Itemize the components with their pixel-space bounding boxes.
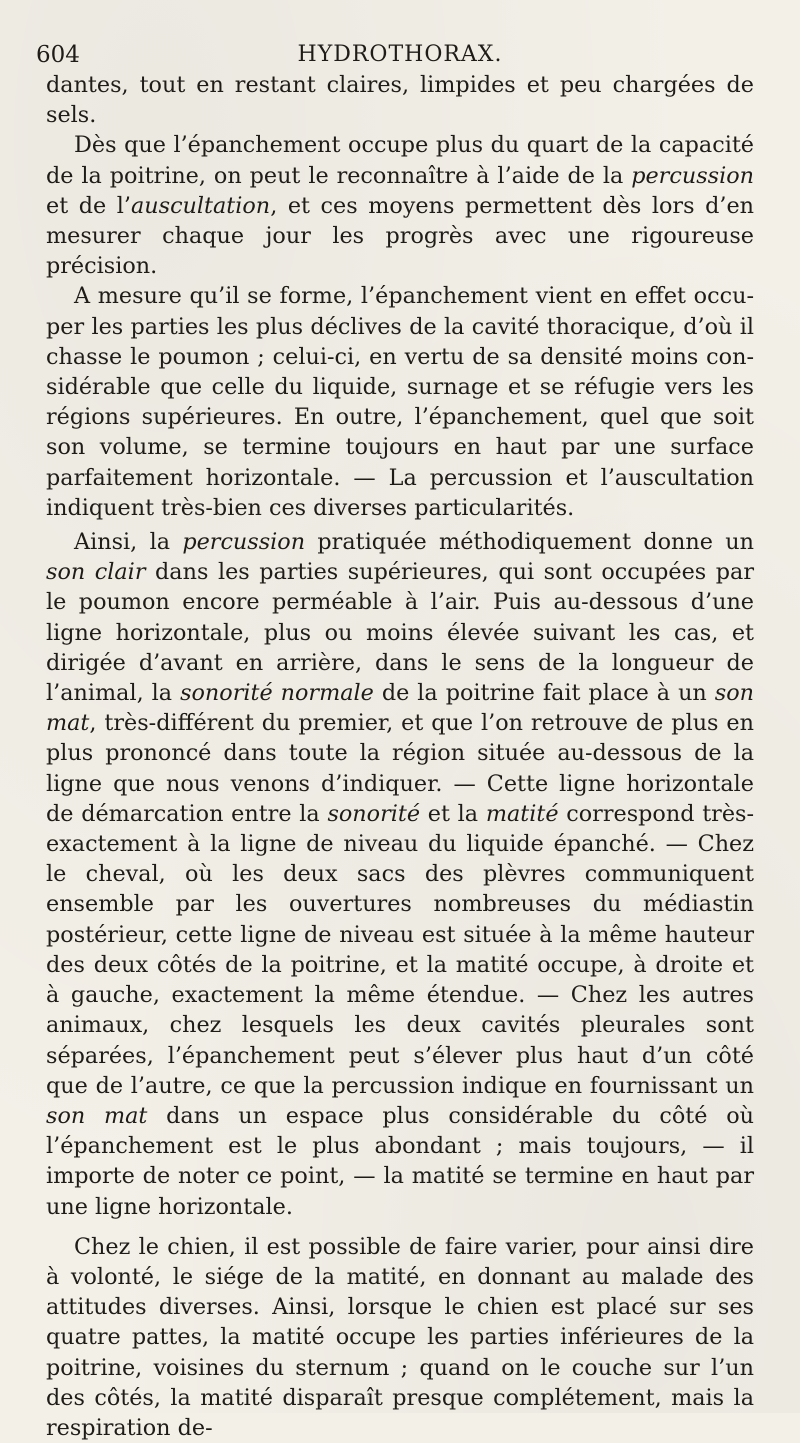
text-run: Ainsi, la [74,529,183,556]
paragraph [46,1232,754,1443]
text-run: Chez le chien, il est possible de faire varier, pour ainsi dire à volonté, le siége de la matité, en donnant au malade des attitudes diverses. Ainsi, lorsque le chien est placé sur ses quatre pattes, la matité occupe les parties inférieures de la poitrine, voisines du sternum ; quand on le couche sur l’un des côtés, la matité disparaît presque complétement, mais la respiration de- [46,1233,754,1441]
italic-term: sonorité normale [180,680,374,707]
text-run: dantes, tout en restant claires, limpides et peu chargées de sels. [46,72,754,129]
paragraph [46,281,754,523]
text-run: pratiquée méthodiquement donne un [305,529,754,556]
italic-term: son mat [46,1102,148,1129]
italic-term: sonorité [327,800,421,827]
body-text [46,70,754,1443]
italic-term: auscultation [130,192,271,219]
paragraph [46,527,754,1222]
italic-term: matité [485,800,559,827]
text-run: A mesure qu’il se forme, l’épanchement vient en effet occuper les parties les plus déclives de la cavité thoracique, d’où il chasse le poumon ; celui-ci, en vertu de sa densité moins considérable que celle du liquide, surnage et se réfugie vers les régions supérieures. En outre, l’épanchement, quel que soit son volume, se termine toujours en haut par une surface parfaitement horizontale. — La percussion et l’auscultation indiquent très-bien ces diverses particularités. [46,283,754,521]
running-title: HYDROTHORAX. [297,42,503,67]
text-run: , très-différent du premier, et que l’on retrouve de plus en plus prononcé dans toute la région située au-dessous de la ligne que nous venons d’indiquer. — Cette ligne horizontale de démarcation entre la [46,710,754,827]
page-header [36,32,754,70]
text-run: , et ces moyens permettent dès lors d’en mesurer chaque jour les progrès avec une rigoureuse précision. [46,192,754,280]
text-run: dans un espace plus considérable du côté où l’épanchement est le plus abondant ; mais toujours, — il importe de noter ce point, — la matité se termine en haut par une ligne horizontale. [46,1102,754,1220]
text-run: de la poitrine fait place à un [373,680,715,707]
text-run: Dès que l’épanchement occupe plus du quart de la capacité de la poitrine, on peut le reconnaître à l’aide de la [46,132,754,189]
text-run: et la [420,800,486,827]
italic-term: son clair [46,559,146,586]
paragraph [46,130,754,281]
italic-term: percussion [631,162,754,189]
text-run: dans les parties supérieures, qui sont occupées par le poumon encore perméable à l’air. Puis au-dessous d’une ligne horizontale, plus ou moins élevée suivant les cas, et dirigée d’avant en arrière, dans le sens de la longueur de l’animal, la [46,559,754,707]
text-run: correspond très-exactement à la ligne de niveau du liquide épanché. — Chez le cheval, où les deux sacs des plèvres communiquent ensemble par les ouvertures nombreuses du médiastin postérieur, cette ligne de niveau est située à la même hauteur des deux côtés de la poitrine, et la matité occupe, à droite et à gauche, exactement la même étendue. — Chez les autres animaux, chez lesquels les deux cavités pleurales sont séparées, l’épanchement peut s’élever plus haut d’un côté que de l’autre, ce que la percussion indique en fournissant un [46,800,754,1099]
page-number: 604 [36,42,80,68]
italic-term: son mat [46,680,755,737]
text-run: et de l’ [46,192,131,219]
paragraph [46,70,754,130]
italic-term: percussion [182,529,306,556]
